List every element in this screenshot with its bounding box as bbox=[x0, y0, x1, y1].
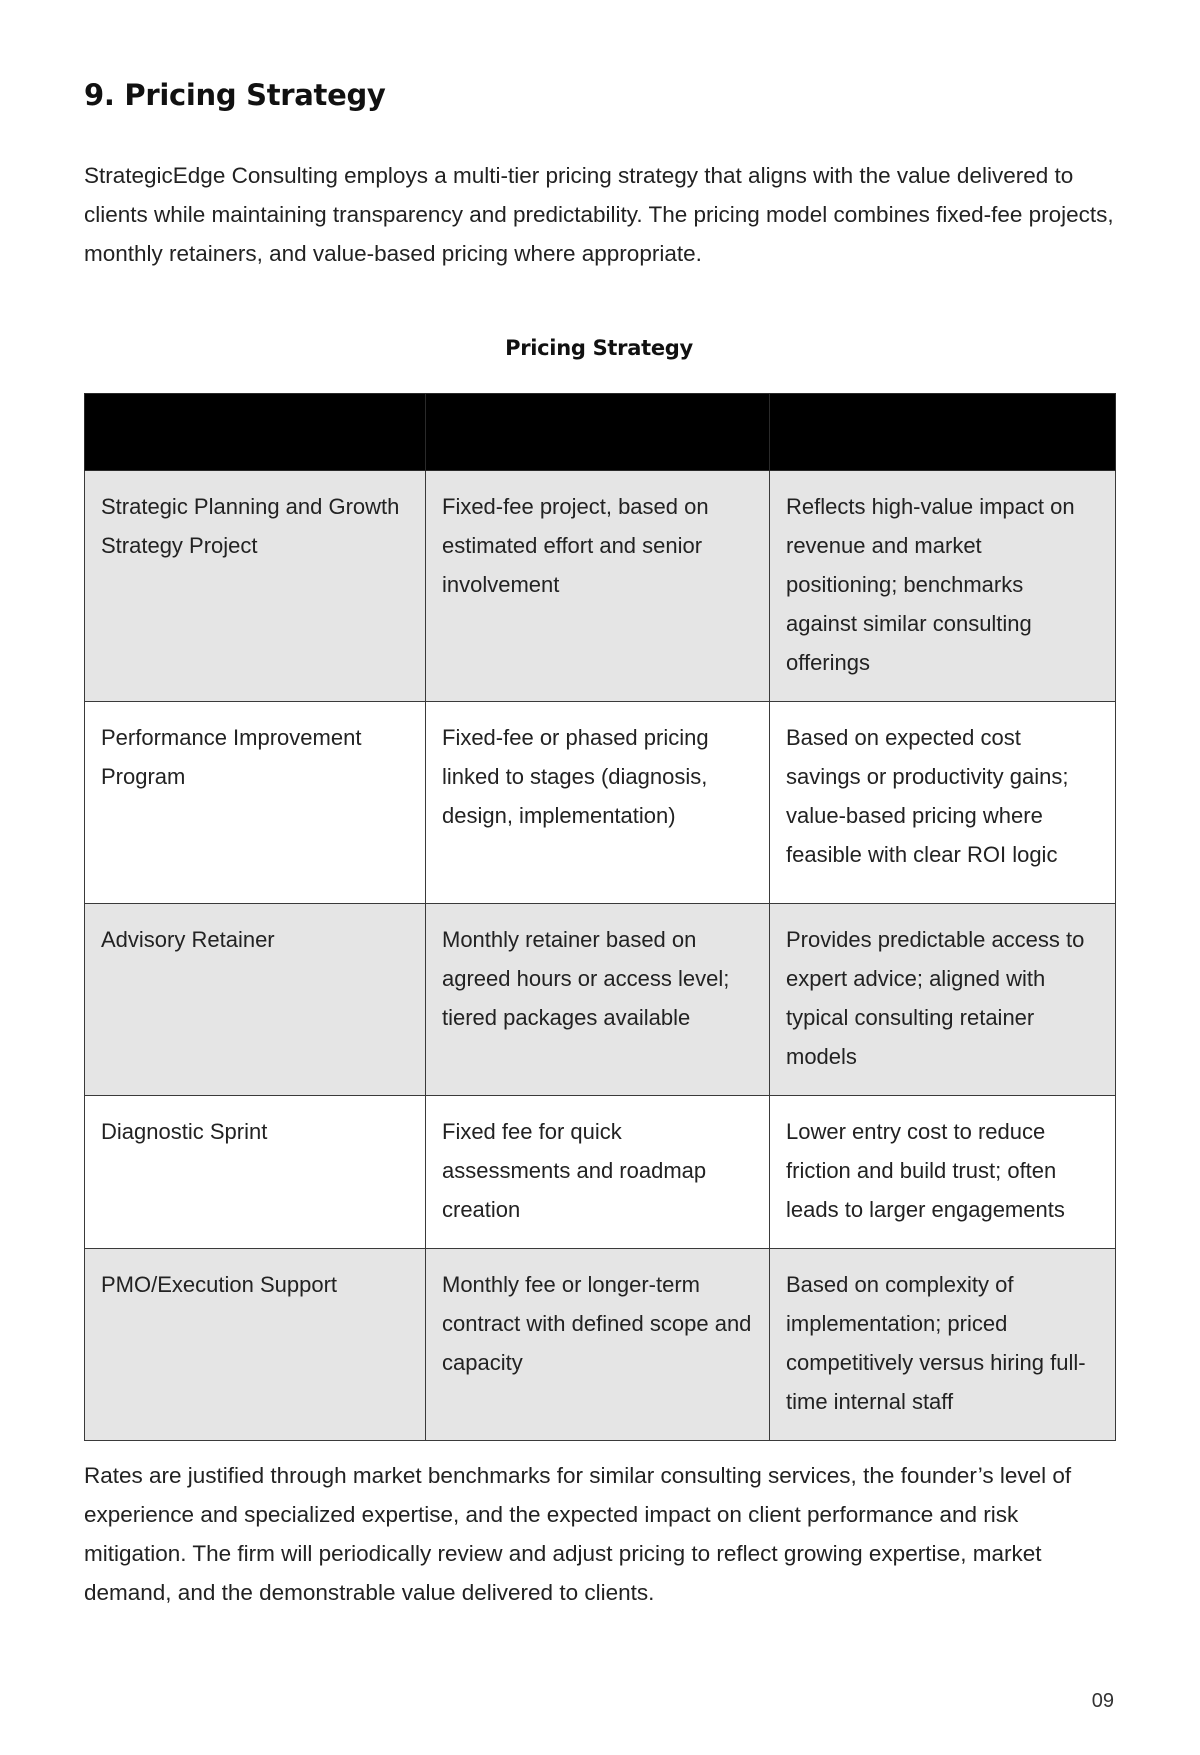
table-row bbox=[85, 471, 1116, 702]
rationale-cell: Based on expected cost savings or productivity gains; value-based pricing where feasible with clear ROI logic bbox=[770, 702, 1116, 904]
pricing-cell: Monthly fee or longer-term contract with defined scope and capacity bbox=[426, 1249, 770, 1441]
table-row bbox=[85, 1249, 1116, 1441]
pricing-table bbox=[84, 393, 1116, 1441]
table-caption: Pricing Strategy bbox=[505, 336, 693, 360]
pricing-cell: Monthly retainer based on agreed hours or access level; tiered packages available bbox=[426, 904, 770, 1096]
section-heading: 9. Pricing Strategy bbox=[84, 78, 386, 112]
table-header-row bbox=[85, 394, 1116, 471]
header-cell-rationale bbox=[770, 394, 1116, 471]
service-cell: Strategic Planning and Growth Strategy Project bbox=[85, 471, 426, 702]
service-cell: Diagnostic Sprint bbox=[85, 1096, 426, 1249]
header-cell-pricing bbox=[426, 394, 770, 471]
service-cell: PMO/Execution Support bbox=[85, 1249, 426, 1441]
rationale-cell: Provides predictable access to expert advice; aligned with typical consulting retainer models bbox=[770, 904, 1116, 1096]
intro-paragraph: StrategicEdge Consulting employs a multi-tier pricing strategy that aligns with the value delivered to clients while maintaining transparency and predictability. The pricing model combines fixed-fee projects, monthly retainers, and value-based pricing where appropriate. bbox=[84, 163, 1114, 266]
service-cell: Advisory Retainer bbox=[85, 904, 426, 1096]
closing-paragraph: Rates are justified through market benchmarks for similar consulting services, the founder’s level of experience and specialized expertise, and the expected impact on client performance and risk mitigation. The firm will periodically review and adjust pricing to reflect growing expertise, market demand, and the demonstrable value delivered to clients. bbox=[84, 1463, 1072, 1605]
page-number: 09 bbox=[1091, 1690, 1114, 1712]
table-row bbox=[85, 702, 1116, 904]
pricing-cell: Fixed-fee project, based on estimated effort and senior involvement bbox=[426, 471, 770, 702]
rationale-cell: Reflects high-value impact on revenue and market positioning; benchmarks against similar consulting offerings bbox=[770, 471, 1116, 702]
pricing-cell: Fixed fee for quick assessments and roadmap creation bbox=[426, 1096, 770, 1249]
service-cell: Performance Improvement Program bbox=[85, 702, 426, 904]
rationale-cell: Based on complexity of implementation; priced competitively versus hiring full-time internal staff bbox=[770, 1249, 1116, 1441]
header-cell-service bbox=[85, 394, 426, 471]
pricing-cell: Fixed-fee or phased pricing linked to stages (diagnosis, design, implementation) bbox=[426, 702, 770, 904]
table-row bbox=[85, 1096, 1116, 1249]
table-row bbox=[85, 904, 1116, 1096]
rationale-cell: Lower entry cost to reduce friction and build trust; often leads to larger engagements bbox=[770, 1096, 1116, 1249]
